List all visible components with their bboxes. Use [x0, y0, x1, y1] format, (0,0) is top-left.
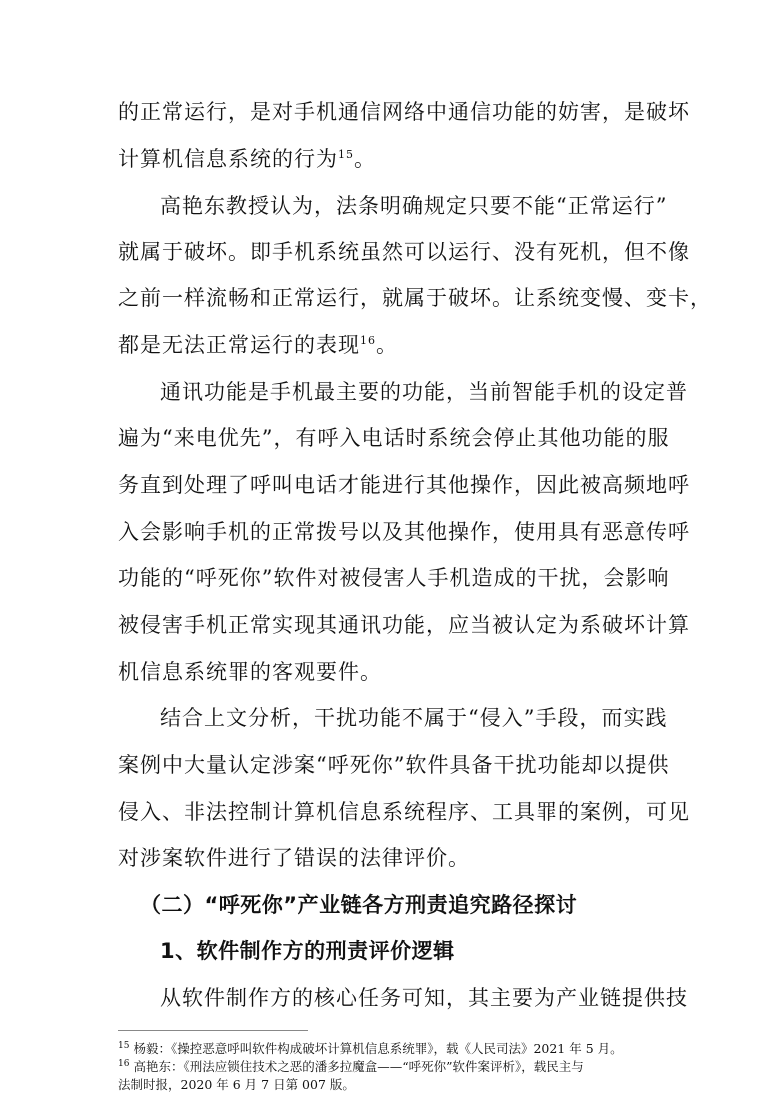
footnote-16-cont: 法制时报，2020 年 6 月 7 日第 007 版。: [118, 1077, 355, 1092]
paragraph-line: 侵入、非法控制计算机信息系统程序、工具罪的案例，可见: [118, 800, 690, 824]
paragraph-line: 功能的“呼死你”软件对被侵害人手机造成的干扰，会影响: [118, 566, 670, 590]
paragraph-line: 高艳东教授认为，法条明确规定只要不能“正常运行”: [160, 194, 668, 218]
paragraph-line: 务直到处理了呼叫电话才能进行其他操作，因此被高频地呼: [118, 473, 690, 497]
paragraph-line: 的正常运行，是对手机通信网络中通信功能的妨害，是破坏: [118, 100, 690, 124]
paragraph-line: 之前一样流畅和正常运行，就属于破坏。让系统变慢、变卡，: [118, 286, 712, 310]
footnote-ref-16[interactable]: 16: [360, 334, 376, 347]
footnote-divider: [118, 1030, 308, 1031]
subsection-heading: 1、软件制作方的刑责评价逻辑: [160, 939, 455, 963]
paragraph-line: 都是无法正常运行的表现$^{16}$。: [118, 333, 398, 357]
section-heading: （二）“呼死你”产业链各方刑责追究路径探讨: [140, 893, 578, 917]
paragraph-line: 遍为“来电优先”，有呼入电话时系统会停止其他功能的服: [118, 426, 670, 450]
paragraph-line: 从软件制作方的核心任务可知，其主要为产业链提供技: [160, 986, 688, 1010]
paragraph-line: 案例中大量认定涉案“呼死你”软件具备干扰功能却以提供: [118, 753, 670, 777]
paragraph-line: 结合上文分析，干扰功能不属于“侵入”手段，而实践: [160, 706, 668, 730]
paragraph-line: 就属于破坏。即手机系统虽然可以运行、没有死机，但不像: [118, 240, 690, 264]
paragraph-line: 通讯功能是手机最主要的功能，当前智能手机的设定普: [160, 380, 688, 404]
footnote-15: $^{15}$ 杨毅：《操控恶意呼叫软件构成破坏计算机信息系统罪》，载《人民司法》2021 年 5 月。: [118, 1040, 623, 1056]
footnote-ref-15[interactable]: 15: [338, 148, 354, 161]
paragraph-line: 被侵害手机正常实现其通讯功能，应当被认定为系破坏计算: [118, 613, 690, 637]
paragraph-line: 计算机信息系统的行为$^{15}$。: [118, 147, 376, 171]
paragraph-line: 入会影响手机的正常拨号以及其他操作，使用具有恶意传呼: [118, 520, 690, 544]
footnote-16: $^{16}$ 高艳东：《刑法应锁住技术之恶的潘多拉魔盒——“呼死你”软件案评析》，载民主与: [118, 1058, 584, 1074]
paragraph-line: 机信息系统罪的客观要件。: [118, 660, 382, 684]
paragraph-line: 对涉案软件进行了错误的法律评价。: [118, 846, 470, 870]
